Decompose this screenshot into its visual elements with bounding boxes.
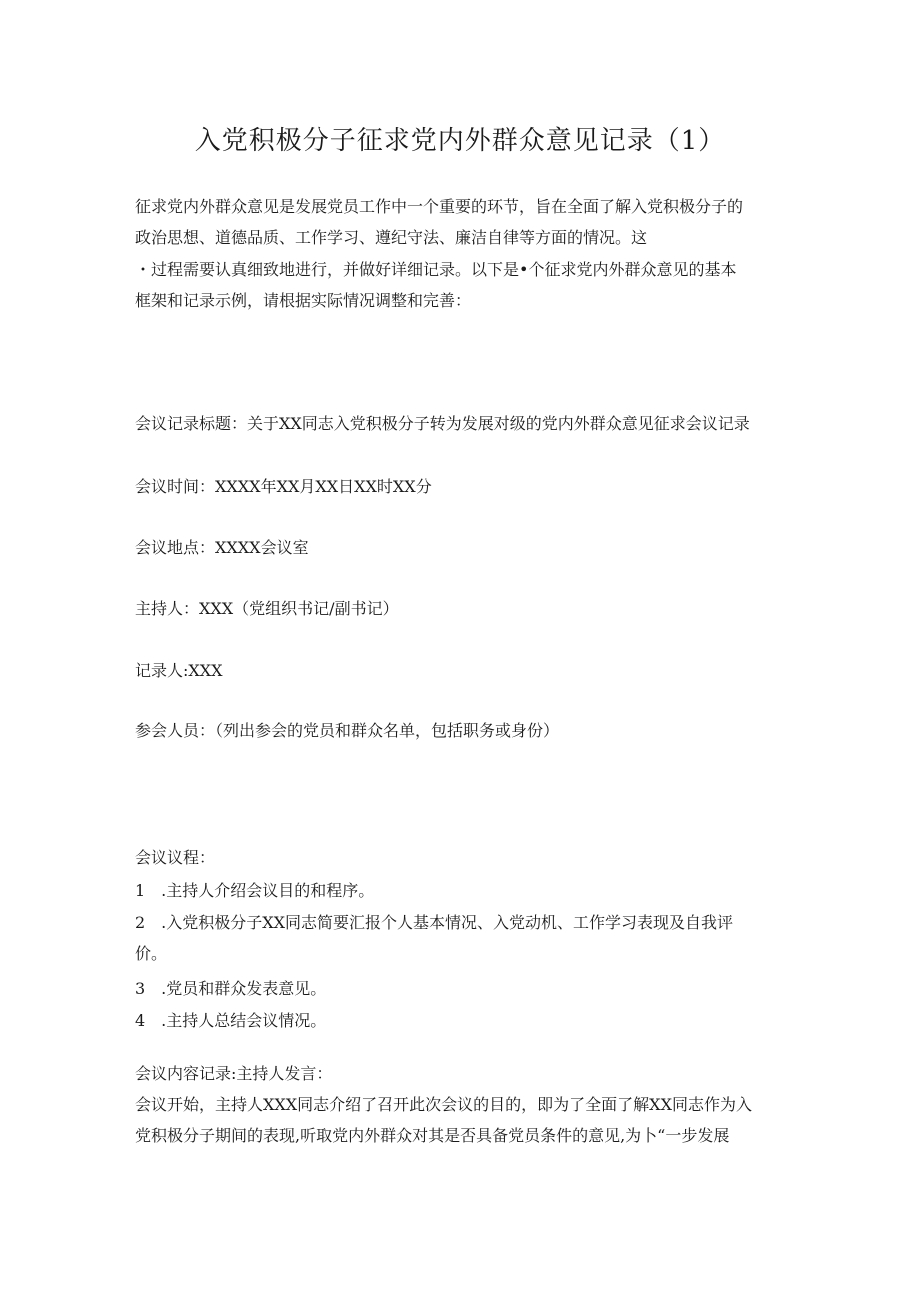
agenda-heading: 会议议程： xyxy=(135,848,216,867)
meeting-place: 会议地点：XXXX会议室 xyxy=(135,538,309,557)
intro-line-4: 框架和记录示例，请根据实际情况调整和完善： xyxy=(135,291,472,310)
intro-line-1: 征求党内外群众意见是发展党员工作中一个重要的环节，旨在全面了解入党积极分子的 xyxy=(135,197,744,216)
agenda-item-2-line-1: 2 .入党积极分子XX同志简要汇报个人基本情况、入党动机、工作学习表现及自我评 xyxy=(135,913,734,932)
meeting-time: 会议时间：XXXX年XX月XX日XX时XX分 xyxy=(135,477,432,496)
meeting-recorder: 记录人:XXX xyxy=(135,661,223,680)
agenda-item-4: 4 .主持人总结会议情况。 xyxy=(135,1011,327,1030)
meeting-record-title: 会议记录标题：关于XX同志入党积极分子转为发展对级的党内外群众意见征求会议记录 xyxy=(135,414,750,433)
agenda-item-2-line-2: 价。 xyxy=(135,944,168,963)
content-heading: 会议内容记录:主持人发言： xyxy=(135,1064,333,1083)
intro-line-2: 政治思想、道德品质、工作学习、遵纪守法、廉洁自律等方面的情况。这 xyxy=(135,228,648,247)
content-line-1: 会议开始，主持人XXX同志介绍了召开此次会议的目的，即为了全面了解XX同志作为入 xyxy=(135,1095,752,1114)
content-line-2: 党积极分子期间的表现,听取党内外群众对其是否具备党员条件的意见,为卜“一步发展 xyxy=(135,1126,730,1145)
agenda-item-3: 3 .党员和群众发表意见。 xyxy=(135,979,327,998)
intro-line-3: ・过程需要认真细致地进行，并做好详细记录。以下是•个征求党内外群众意见的基本 xyxy=(135,260,737,279)
meeting-attendees: 参会人员：（列出参会的党员和群众名单，包括职务或身份） xyxy=(135,721,560,740)
agenda-item-1: 1 .主持人介绍会议目的和程序。 xyxy=(135,881,375,900)
meeting-host: 主持人：XXX（党组织书记/副书记） xyxy=(135,599,399,618)
document-title: 入党积极分子征求党内外群众意见记录（1） xyxy=(194,126,726,156)
